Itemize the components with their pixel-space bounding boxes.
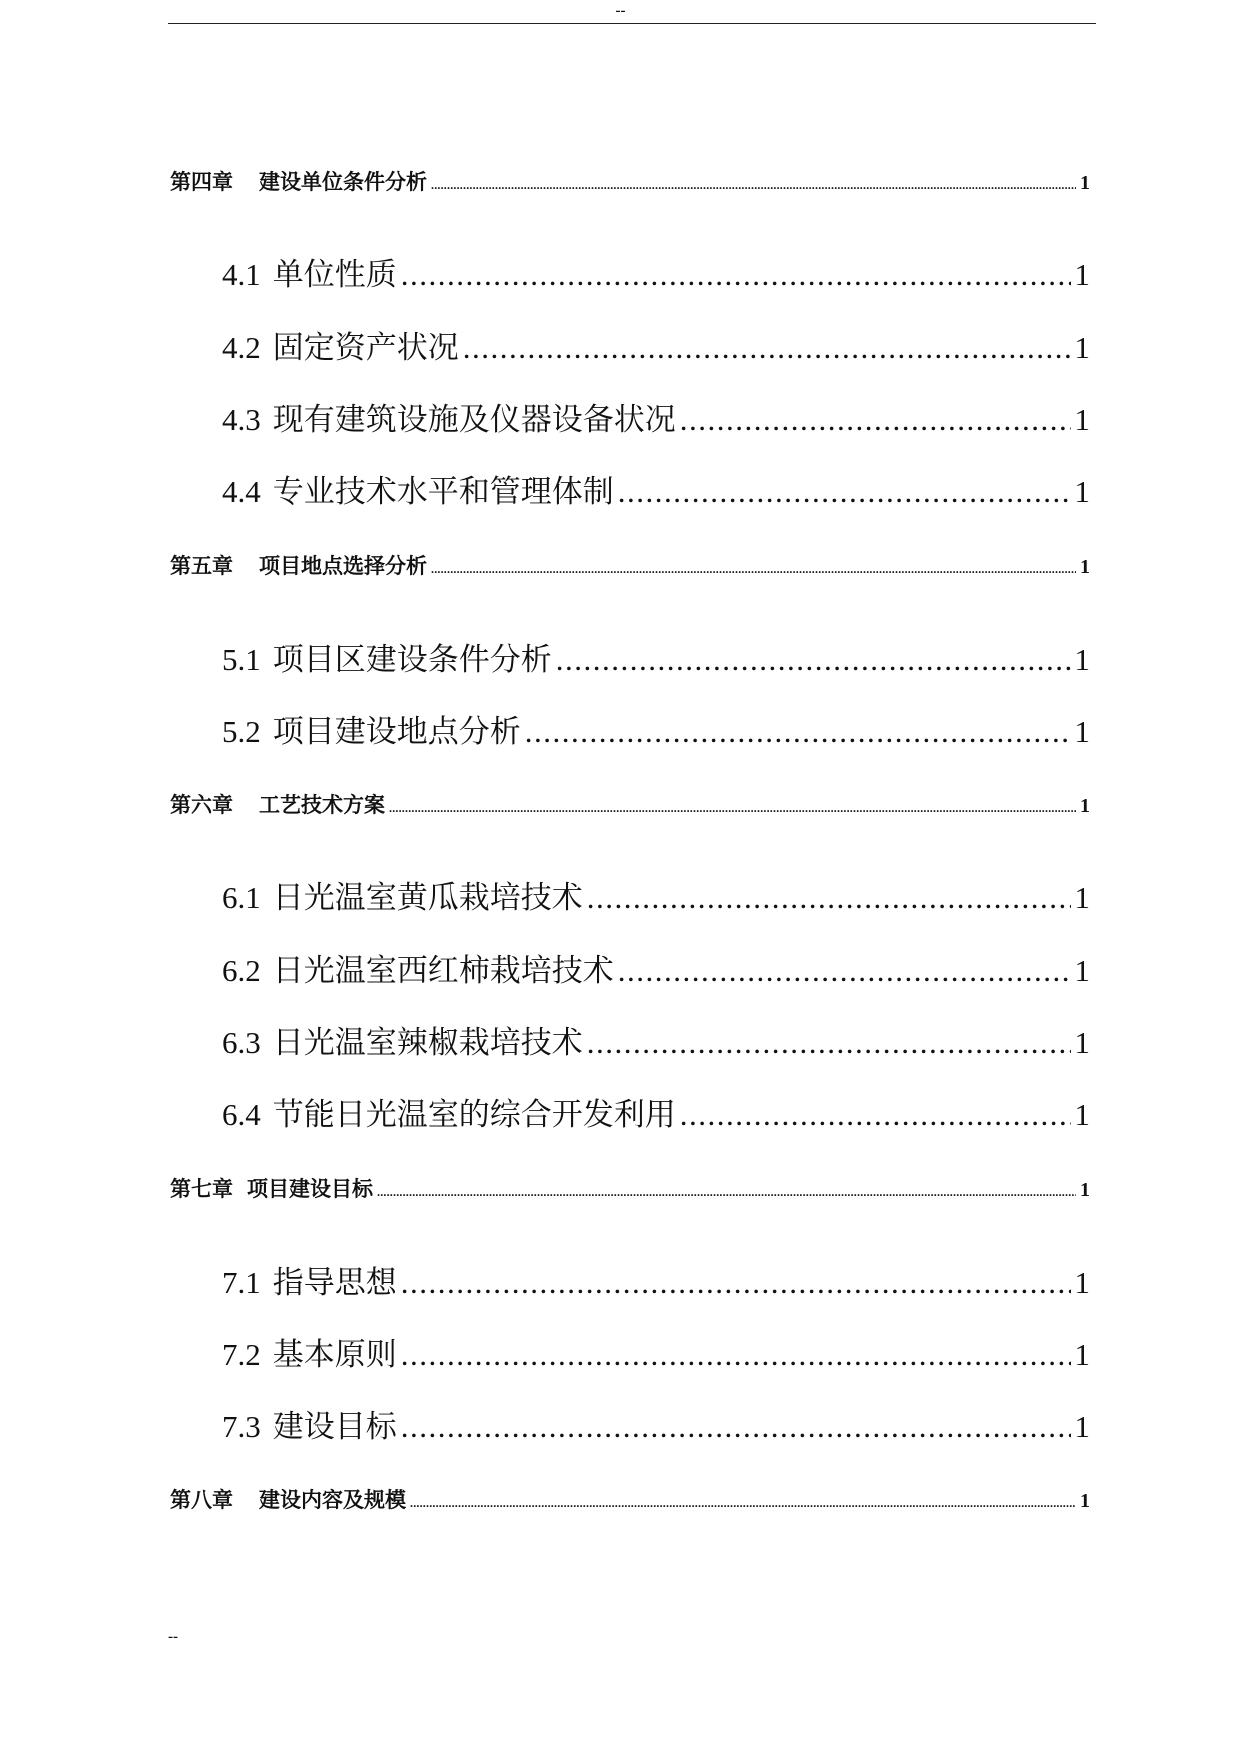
- toc-section-5-2[interactable]: [222, 710, 1090, 754]
- toc-dot-leader: [618, 949, 1071, 993]
- toc-chapter-number: 第七章: [170, 1177, 233, 1201]
- toc-section-7-3[interactable]: [222, 1405, 1090, 1449]
- toc-page-number: 1: [1080, 556, 1090, 578]
- toc-page-number: 1: [1080, 1490, 1090, 1512]
- toc-chapter-number: 第八章: [170, 1488, 233, 1512]
- toc-section-title: 单位性质: [272, 257, 397, 292]
- toc-dot-leader: [556, 638, 1071, 682]
- toc-page-number: 1: [1074, 1025, 1090, 1060]
- toc-chapter-8[interactable]: [170, 1485, 1090, 1515]
- toc-page-number: 1: [1074, 257, 1090, 292]
- toc-page-number: 1: [1074, 402, 1090, 437]
- toc-section-title: 建设目标: [272, 1409, 397, 1444]
- toc-dot-leader: [401, 1333, 1071, 1377]
- toc-section-title: 现有建筑设施及仪器设备状况: [272, 402, 676, 437]
- toc-section-6-3[interactable]: [222, 1021, 1090, 1065]
- toc-dot-leader: [377, 1174, 1076, 1204]
- toc-dot-leader: [587, 1021, 1071, 1065]
- toc-section-6-1[interactable]: [222, 876, 1090, 920]
- toc-dot-leader: [618, 470, 1071, 514]
- toc-chapter-number: 第五章: [170, 554, 233, 578]
- toc-section-number: 6.2: [222, 953, 261, 988]
- toc-dot-leader: [431, 167, 1076, 197]
- toc-chapter-5[interactable]: [170, 551, 1090, 581]
- toc-dot-leader: [410, 1485, 1076, 1515]
- toc-dot-leader: [401, 1405, 1071, 1449]
- toc-dot-leader: [680, 398, 1071, 442]
- toc-section-5-1[interactable]: [222, 638, 1090, 682]
- toc-page-number: 1: [1074, 1097, 1090, 1132]
- toc-section-title: 日光温室黄瓜栽培技术: [272, 880, 583, 915]
- toc-dot-leader: [401, 253, 1071, 297]
- toc-section-title: 日光温室辣椒栽培技术: [272, 1025, 583, 1060]
- toc-section-number: 4.2: [222, 330, 261, 365]
- toc-page-number: 1: [1074, 474, 1090, 509]
- toc-section-4-2[interactable]: [222, 326, 1090, 370]
- toc-chapter-number: 第四章: [170, 170, 233, 194]
- toc-dot-leader: [389, 790, 1076, 820]
- toc-section-number: 7.2: [222, 1337, 261, 1372]
- toc-chapter-4[interactable]: [170, 167, 1090, 197]
- toc-dot-leader: [431, 551, 1076, 581]
- toc-section-7-1[interactable]: [222, 1261, 1090, 1305]
- toc-dot-leader: [587, 876, 1071, 920]
- toc-page-number: 1: [1080, 172, 1090, 194]
- toc-section-number: 5.2: [222, 714, 261, 749]
- toc-page-number: 1: [1074, 1409, 1090, 1444]
- toc-section-title: 基本原则: [272, 1337, 397, 1372]
- toc-section-title: 节能日光温室的综合开发利用: [272, 1097, 676, 1132]
- toc-section-title: 专业技术水平和管理体制: [272, 474, 614, 509]
- toc-section-number: 6.3: [222, 1025, 261, 1060]
- toc-page-number: 1: [1074, 880, 1090, 915]
- toc-section-number: 5.1: [222, 642, 261, 677]
- toc-section-title: 日光温室西红柿栽培技术: [272, 953, 614, 988]
- toc-page-number: 1: [1074, 1265, 1090, 1300]
- toc-dot-leader: [525, 710, 1071, 754]
- toc-dot-leader: [463, 326, 1071, 370]
- toc-chapter-title: 建设单位条件分析: [259, 170, 427, 194]
- toc-chapter-title: 建设内容及规模: [259, 1488, 406, 1512]
- toc-section-title: 固定资产状况: [272, 330, 459, 365]
- toc-chapter-number: 第六章: [170, 793, 233, 817]
- toc-chapter-title: 项目建设目标: [247, 1177, 373, 1201]
- toc-section-number: 4.4: [222, 474, 261, 509]
- toc-dot-leader: [401, 1261, 1071, 1305]
- toc-chapter-6[interactable]: [170, 790, 1090, 820]
- toc-section-number: 6.1: [222, 880, 261, 915]
- toc-section-4-4[interactable]: [222, 470, 1090, 514]
- toc-page-number: 1: [1074, 714, 1090, 749]
- toc-page-number: 1: [1074, 953, 1090, 988]
- toc-section-7-2[interactable]: [222, 1333, 1090, 1377]
- toc-chapter-title: 工艺技术方案: [259, 793, 385, 817]
- toc-page-number: 1: [1074, 642, 1090, 677]
- toc-page-number: 1: [1074, 330, 1090, 365]
- toc-section-title: 项目区建设条件分析: [272, 642, 552, 677]
- page-header-mark: --: [615, 3, 626, 19]
- toc-section-6-2[interactable]: [222, 949, 1090, 993]
- toc-section-number: 7.3: [222, 1409, 261, 1444]
- toc-section-number: 7.1: [222, 1265, 261, 1300]
- toc-section-number: 6.4: [222, 1097, 261, 1132]
- toc-dot-leader: [680, 1093, 1071, 1137]
- page-footer-mark: --: [168, 1629, 178, 1645]
- toc-chapter-7[interactable]: [170, 1174, 1090, 1204]
- toc-section-number: 4.3: [222, 402, 261, 437]
- toc-section-title: 指导思想: [272, 1265, 397, 1300]
- toc-page-number: 1: [1074, 1337, 1090, 1372]
- toc-page-number: 1: [1080, 1179, 1090, 1201]
- toc-chapter-title: 项目地点选择分析: [259, 554, 427, 578]
- toc-section-6-4[interactable]: [222, 1093, 1090, 1137]
- toc-page-number: 1: [1080, 795, 1090, 817]
- toc-section-4-3[interactable]: [222, 398, 1090, 442]
- toc-section-number: 4.1: [222, 257, 261, 292]
- toc-section-4-1[interactable]: [222, 253, 1090, 297]
- header-rule: [168, 23, 1096, 24]
- toc-section-title: 项目建设地点分析: [272, 714, 521, 749]
